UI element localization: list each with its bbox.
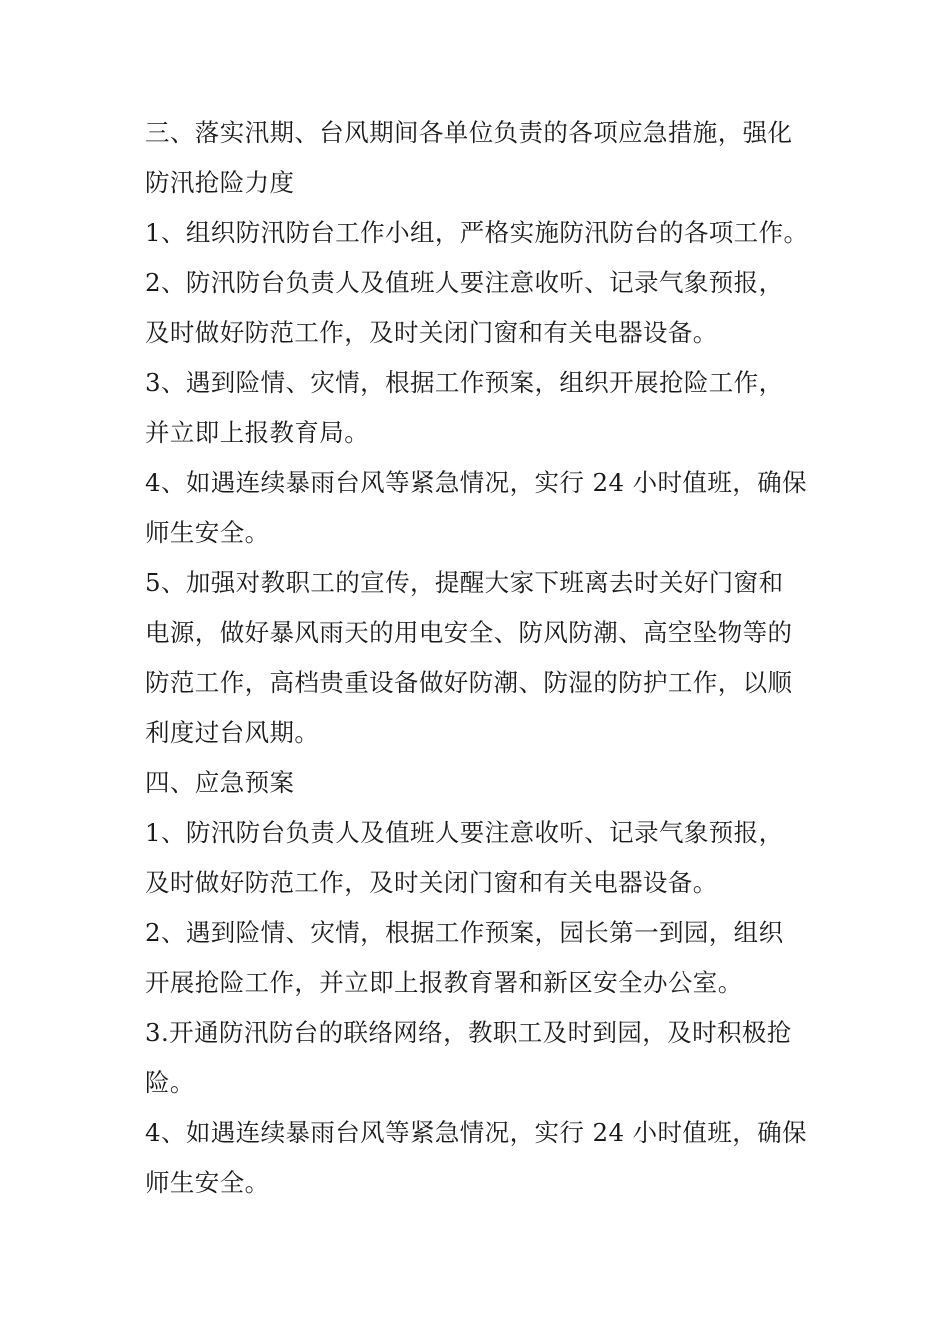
list-item: 2、遇到险情、灾情，根据工作预案，园长第一到园，组织 xyxy=(145,918,784,947)
list-item: 2、防汛防台负责人及值班人要注意收听、记录气象预报， xyxy=(145,268,784,297)
list-item-cont: 师生安全。 xyxy=(145,518,270,547)
list-item: 3.开通防汛防台的联络网络，教职工及时到园，及时积极抢 xyxy=(145,1018,792,1047)
list-item: 4、如遇连续暴雨台风等紧急情况，实行 24 小时值班，确保 xyxy=(145,468,807,497)
list-item: 5、加强对教职工的宣传，提醒大家下班离去时关好门窗和 xyxy=(145,568,784,597)
list-item-cont: 电源，做好暴风雨天的用电安全、防风防潮、高空坠物等的 xyxy=(145,618,793,647)
list-item: 1、防汛防台负责人及值班人要注意收听、记录气象预报， xyxy=(145,818,784,847)
list-item-cont: 及时做好防范工作，及时关闭门窗和有关电器设备。 xyxy=(145,868,718,897)
list-item-cont: 并立即上报教育局。 xyxy=(145,418,370,447)
list-item-cont: 防范工作，高档贵重设备做好防潮、防湿的防护工作，以顺 xyxy=(145,668,793,697)
section-heading-3-cont: 防汛抢险力度 xyxy=(145,168,295,197)
list-item-cont: 开展抢险工作，并立即上报教育署和新区安全办公室。 xyxy=(145,968,743,997)
list-item-cont: 师生安全。 xyxy=(145,1168,270,1197)
section-heading-3: 三、落实汛期、台风期间各单位负责的各项应急措施，强化 xyxy=(145,118,793,147)
list-item-cont: 险。 xyxy=(145,1068,195,1097)
list-item-cont: 利度过台风期。 xyxy=(145,718,320,747)
list-item: 1、组织防汛防台工作小组，严格实施防汛防台的各项工作。 xyxy=(145,218,809,247)
section-heading-4: 四、应急预案 xyxy=(145,768,295,797)
list-item: 4、如遇连续暴雨台风等紧急情况，实行 24 小时值班，确保 xyxy=(145,1118,807,1147)
list-item-cont: 及时做好防范工作，及时关闭门窗和有关电器设备。 xyxy=(145,318,718,347)
document-body xyxy=(145,108,815,1208)
list-item: 3、遇到险情、灾情，根据工作预案，组织开展抢险工作， xyxy=(145,368,784,397)
